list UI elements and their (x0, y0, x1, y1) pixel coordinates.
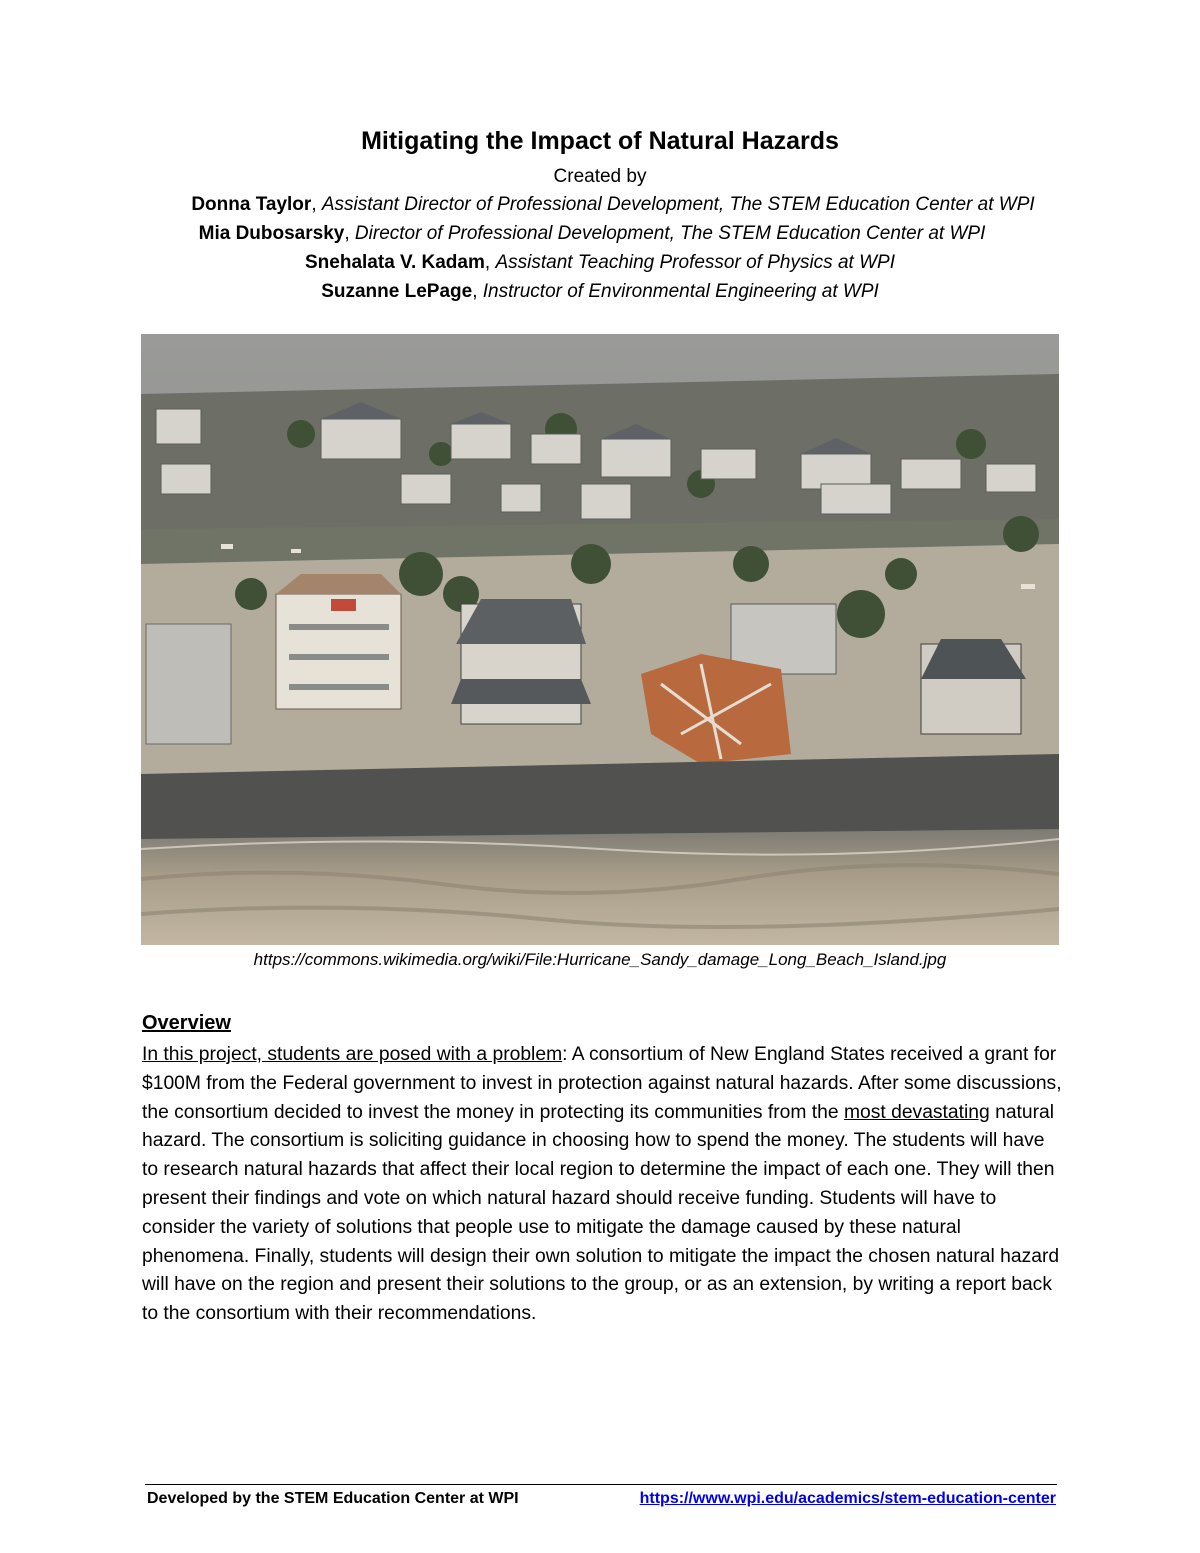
author-name: Snehalata V. Kadam (305, 252, 485, 273)
author-line: Snehalata V. Kadam, Assistant Teaching Professor of Physics at WPI (305, 252, 895, 273)
author-name: Mia Dubosarsky (198, 223, 345, 244)
author-role: Director of Professional Development, The STEM Education Center at WPI (354, 223, 986, 244)
overview-paragraph (142, 1041, 1062, 1329)
author-role: Assistant Teaching Professor of Physics at WPI (495, 252, 895, 273)
author-role: Assistant Director of Professional Development, The STEM Education Center at WPI (321, 194, 1035, 215)
author-name: Donna Taylor (191, 194, 312, 215)
overview-text: natural hazard. The consortium is soliciting guidance in choosing how to spend the money. The students will have to research natural hazards that affect their local region to determine the impact of each one. They will then present their findings and vote on which natural hazard should receive funding. Students will have to consider the variety of solutions that people use to mitigate the damage caused by these natural phenomena. Finally, students will design their own solution to mitigate the impact the chosen natural hazard will have on the region and present their solutions to the group, or as an extension, by writing a report back to the consortium with their recommendations. (142, 1101, 1060, 1325)
overview-heading: Overview (142, 1012, 231, 1034)
footer-divider (145, 1484, 1057, 1485)
author-line: Suzanne LePage, Instructor of Environmental Engineering at WPI (321, 281, 879, 302)
overview-lead: In this project, students are posed with a problem (142, 1044, 563, 1065)
created-by-label: Created by (553, 166, 647, 187)
footer-credit: Developed by the STEM Education Center at WPI (147, 1490, 519, 1507)
page-title: Mitigating the Impact of Natural Hazards (361, 127, 839, 155)
author-role: Instructor of Environmental Engineering at WPI (482, 281, 879, 302)
author-name: Suzanne LePage (321, 281, 473, 302)
image-caption: https://commons.wikimedia.org/wiki/File:Hurricane_Sandy_damage_Long_Beach_Island.jpg (253, 950, 947, 969)
overview-text: : A consortium of New England States received a grant for $100M from the Federal government to invest in protection against natural hazards. After some discussions, the consortium decided to invest the money in protecting its communities from the (142, 1044, 1062, 1123)
hurricane-damage-photo (141, 334, 1059, 945)
footer-link[interactable]: https://www.wpi.edu/academics/stem-education-center (639, 1490, 1056, 1507)
overview-emphasis: most devastating (843, 1101, 990, 1123)
author-line: Mia Dubosarsky, Director of Professional Development, The STEM Education Center at WPI (198, 223, 986, 244)
author-line: Donna Taylor, Assistant Director of Professional Development, The STEM Education Center at WPI (191, 194, 1035, 215)
